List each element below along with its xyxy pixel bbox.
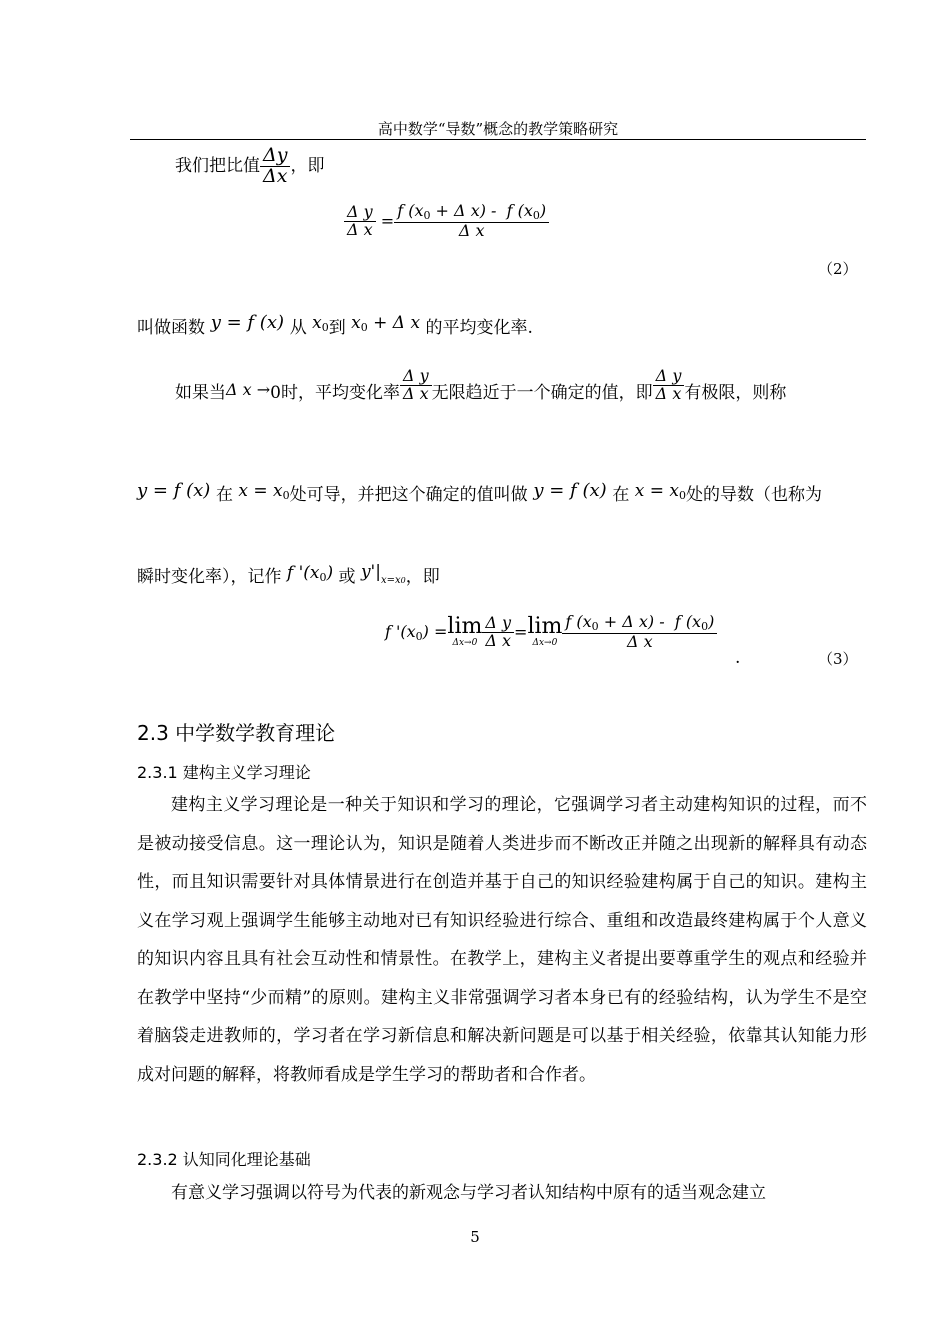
eq2-lhs-fraction: $\frac{\text{Δ y}}{\text{Δ x}}$ [344, 204, 376, 239]
if-text-2: 0时，平均变化率 [270, 382, 400, 403]
if-text-3: 无限趋近于一个确定的值，即 [431, 382, 653, 403]
deriv-text-3: 在 [612, 485, 630, 505]
equation-2-number: （2） [818, 260, 858, 278]
notation-line [137, 562, 440, 587]
notation-text-3: ，即 [405, 567, 440, 587]
eq3-fraction-2: $\frac{f (x_0 + \Delta x) - f (x_0)}{\text{Δ x}}$ [562, 614, 717, 650]
eq3-limit-1: lim Δx→0 [447, 614, 483, 649]
deriv-math-function-2: y = f (x) [527, 480, 613, 501]
deriv-text-4: 处的导数（也称为 [686, 485, 822, 505]
equation-3-period: . [735, 648, 741, 668]
paragraph-constructivism [137, 786, 867, 1094]
avg-text-2: 从 [289, 318, 307, 338]
equation-3: f '$(x_0)$ = lim Δx→0 $\frac{\text{Δ y}}{\text{Δ x}}$ = lim Δx→0 $\frac{f (x_0 + \Delta x) - f (x_0)}{\text{Δ x}}$ [385, 614, 717, 650]
average-rate-line [137, 312, 533, 338]
eq3-lhs: f '$(x_0)$ = [385, 621, 448, 643]
notation-text-2: 或 [338, 567, 356, 587]
paragraph-2-text: 有意义学习强调以符号为代表的新观念与学习者认知结构中原有的适当观念建立 [171, 1183, 766, 1203]
notation-math-fprime: f '$(x_0)$ [281, 563, 339, 584]
deriv-math-point-2: $x = x_0$ [629, 481, 686, 502]
avg-math-x0: $x_0$ [306, 313, 329, 334]
deriv-math-point-1: $x = x_0$ [233, 481, 290, 502]
avg-math-x0-plus: $x_0 + \Delta$ x [345, 313, 426, 334]
running-header: 高中数学“导数”概念的教学策略研究 [377, 120, 619, 138]
notation-text-1: 瞬时变化率），记作 [137, 567, 282, 587]
avg-text-1: 叫做函数 [137, 318, 205, 338]
avg-text-3: 到 [328, 318, 346, 338]
avg-math-function: y = f (x) [205, 312, 290, 333]
deriv-math-function-1: y = f (x) [137, 480, 216, 501]
if-fraction-1: $\frac{\text{Δ y}}{\text{Δ x}}$ [400, 368, 432, 403]
subsection-heading-2: 2.3.2 认知同化理论基础 [137, 1150, 311, 1169]
paragraph-1-text: 建构主义学习理论是一种关于知识和学习的理论，它强调学习者主动建构知识的过程，而不是被动接受信息。这一理论认为，知识是随着人类进步而不断改正并随之出现新的解释具有动态性，而且知识需要针对具体情景进行在创造并基于自己的知识经验建构属于自己的知识。建构主义在学习观上强调学生能够主动地对已有知识经验进行综合、重组和改造最终建构属于个人意义的知识内容且具有社会互动性和情景性。在教学上，建构主义者提出要尊重学生的观点和经验并在教学中坚持“少而精”的原则。建构主义非常强调学习者本身已有的经验结构，认为学生不是空着脑袋走进教师的，学习者在学习新信息和解决新问题是可以基于相关经验，依靠其认知能力形成对问题的解释，将教师看成是学生学习的帮助者和合作者。 [137, 795, 867, 1085]
if-math-delta-x: Δ x → [226, 379, 271, 399]
page-number: 5 [470, 1228, 480, 1246]
ratio-text-after: ，即 [290, 155, 325, 176]
if-text-4: 有极限，则称 [684, 382, 787, 403]
ratio-line [175, 146, 324, 187]
subsection-heading-1: 2.3.1 建构主义学习理论 [137, 763, 311, 782]
equation-3-number: （3） [818, 650, 858, 668]
deriv-text-2: 处可导，并把这个确定的值叫做 [289, 485, 528, 505]
paragraph-assimilation [137, 1174, 867, 1213]
if-fraction-2: $\frac{\text{Δ y}}{\text{Δ x}}$ [653, 368, 685, 403]
ratio-fraction: $\frac{\Delta y}{\Delta x}$ [260, 146, 290, 187]
equation-2: $\frac{\text{Δ y}}{\text{Δ x}}$ = $\frac{f (x_0 + \Delta x) - f (x_0)}{\text{Δ x}}$ [344, 203, 549, 239]
ratio-text-before: 我们把比值 [175, 155, 260, 176]
derivative-definition-line [137, 480, 822, 505]
notation-math-yprime: $y'|_{x=x0}$ [355, 562, 406, 586]
limit-condition-line [175, 368, 786, 403]
eq3-fraction-1: $\frac{\text{Δ y}}{\text{Δ x}}$ [482, 615, 514, 650]
header-rule [130, 139, 866, 140]
eq3-limit-2: lim Δx→0 [527, 614, 563, 649]
if-text-1: 如果当 [175, 382, 226, 403]
avg-text-4: 的平均变化率. [425, 318, 533, 338]
deriv-text-1: 在 [216, 485, 233, 505]
eq2-rhs-fraction: $\frac{f (x_0 + \Delta x) - f (x_0)}{\text{Δ x}}$ [394, 203, 549, 239]
section-heading: 2.3 中学数学教育理论 [137, 721, 336, 745]
